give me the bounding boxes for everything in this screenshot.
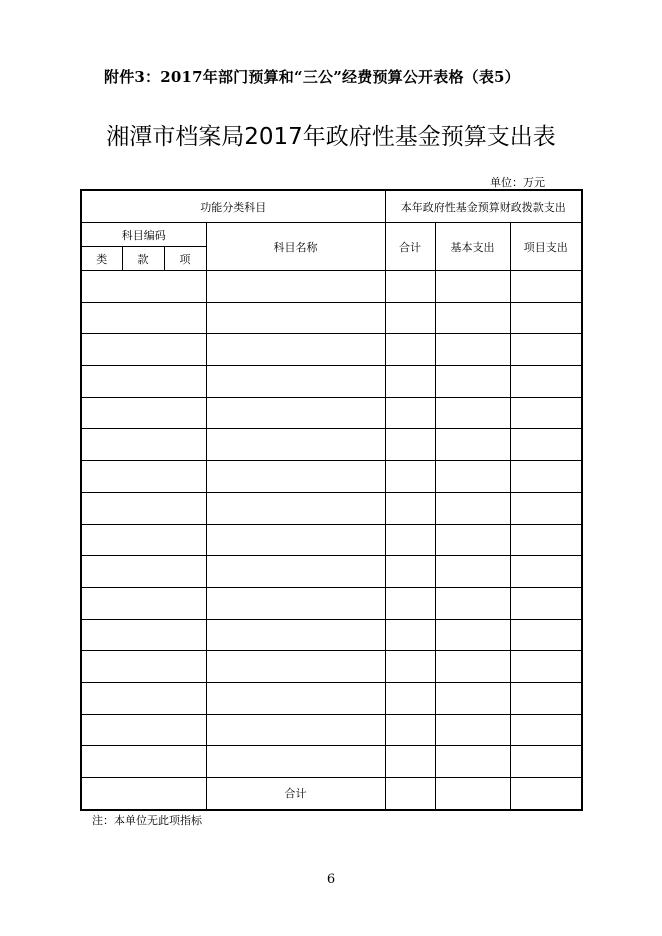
table-cell — [435, 366, 510, 398]
table-cell — [435, 429, 510, 461]
table-cell — [435, 619, 510, 651]
table-cell — [510, 651, 582, 683]
table-cell — [206, 682, 385, 714]
table-cell — [81, 334, 206, 366]
table-row — [81, 461, 582, 493]
page-title: 湘潭市档案局2017年政府性基金预算支出表 — [106, 124, 556, 150]
table-cell — [81, 302, 206, 334]
table-cell — [435, 461, 510, 493]
table-cell — [81, 461, 206, 493]
table-cell — [206, 714, 385, 746]
table-cell — [385, 271, 435, 303]
table-row — [81, 302, 582, 334]
table-cell — [510, 714, 582, 746]
table-cell — [510, 366, 582, 398]
header-function-category: 功能分类科目 — [81, 190, 385, 223]
table-cell — [81, 651, 206, 683]
table-cell — [385, 302, 435, 334]
table-cell — [385, 366, 435, 398]
table-cell — [385, 334, 435, 366]
table-cell — [510, 682, 582, 714]
table-cell — [510, 619, 582, 651]
total-row-cell — [385, 778, 435, 810]
table-cell — [385, 397, 435, 429]
table-cell — [510, 429, 582, 461]
table-cell — [206, 271, 385, 303]
header-section: 款 — [122, 247, 164, 271]
table-cell — [206, 587, 385, 619]
unit-label: 单位：万元 — [490, 176, 545, 189]
table-cell — [385, 429, 435, 461]
header-subject-code: 科目编码 — [81, 223, 206, 247]
header-subject-name: 科目名称 — [206, 223, 385, 271]
table-cell — [435, 397, 510, 429]
page-number: 6 — [326, 872, 336, 887]
table-row — [81, 397, 582, 429]
footnote: 注：本单位无此项指标 — [92, 814, 202, 827]
total-row-cell — [510, 778, 582, 810]
header-item: 项 — [164, 247, 206, 271]
attachment-heading: 附件3：2017年部门预算和“三公”经费预算公开表格（表5） — [104, 68, 520, 86]
table-cell — [206, 397, 385, 429]
table-cell — [385, 492, 435, 524]
table-cell — [435, 524, 510, 556]
table-cell — [385, 524, 435, 556]
table-cell — [206, 746, 385, 778]
header-fund-expenditure: 本年政府性基金预算财政拨款支出 — [385, 190, 582, 223]
table-cell — [435, 492, 510, 524]
table-cell — [435, 302, 510, 334]
table-cell — [206, 524, 385, 556]
table-cell — [385, 619, 435, 651]
table-row — [81, 556, 582, 588]
table-cell — [81, 714, 206, 746]
table-cell — [510, 524, 582, 556]
table-row — [81, 746, 582, 778]
total-row-code — [81, 778, 206, 810]
table-cell — [435, 651, 510, 683]
table-cell — [435, 746, 510, 778]
table-cell — [81, 619, 206, 651]
table-cell — [206, 651, 385, 683]
table-cell — [510, 397, 582, 429]
table-cell — [81, 524, 206, 556]
table-cell — [81, 429, 206, 461]
table-cell — [435, 271, 510, 303]
total-row-cell — [435, 778, 510, 810]
table-cell — [510, 302, 582, 334]
table-cell — [510, 746, 582, 778]
table-cell — [385, 746, 435, 778]
table-body — [81, 271, 582, 778]
header-total: 合计 — [385, 223, 435, 271]
table-cell — [510, 461, 582, 493]
table-cell — [81, 556, 206, 588]
table-cell — [206, 619, 385, 651]
table-cell — [385, 556, 435, 588]
table-cell — [385, 682, 435, 714]
table-cell — [206, 429, 385, 461]
table-cell — [435, 682, 510, 714]
table-row — [81, 682, 582, 714]
table-cell — [385, 587, 435, 619]
table-cell — [81, 587, 206, 619]
table-cell — [206, 556, 385, 588]
table-row — [81, 492, 582, 524]
table-row — [81, 587, 582, 619]
table-cell — [206, 334, 385, 366]
table-cell — [510, 271, 582, 303]
table-cell — [206, 492, 385, 524]
table-cell — [81, 746, 206, 778]
table-cell — [510, 587, 582, 619]
total-row-label: 合计 — [206, 778, 385, 810]
header-basic-expenditure: 基本支出 — [435, 223, 510, 271]
header-project-expenditure: 项目支出 — [510, 223, 582, 271]
table-cell — [385, 651, 435, 683]
table-cell — [81, 271, 206, 303]
table-row — [81, 619, 582, 651]
table-cell — [206, 366, 385, 398]
table-cell — [510, 492, 582, 524]
table-cell — [435, 556, 510, 588]
table-cell — [510, 556, 582, 588]
table-cell — [81, 492, 206, 524]
table-cell — [510, 334, 582, 366]
table-cell — [435, 714, 510, 746]
table-row — [81, 714, 582, 746]
table-row — [81, 334, 582, 366]
table-cell — [206, 302, 385, 334]
table-cell — [81, 397, 206, 429]
table-cell — [385, 461, 435, 493]
header-class: 类 — [81, 247, 122, 271]
table-row — [81, 524, 582, 556]
table-cell — [435, 334, 510, 366]
table-row — [81, 651, 582, 683]
budget-table — [80, 189, 583, 811]
table-cell — [206, 461, 385, 493]
table-cell — [385, 714, 435, 746]
table-cell — [435, 587, 510, 619]
table-row — [81, 429, 582, 461]
table-row — [81, 366, 582, 398]
table-cell — [81, 366, 206, 398]
table-row — [81, 271, 582, 303]
table-cell — [81, 682, 206, 714]
